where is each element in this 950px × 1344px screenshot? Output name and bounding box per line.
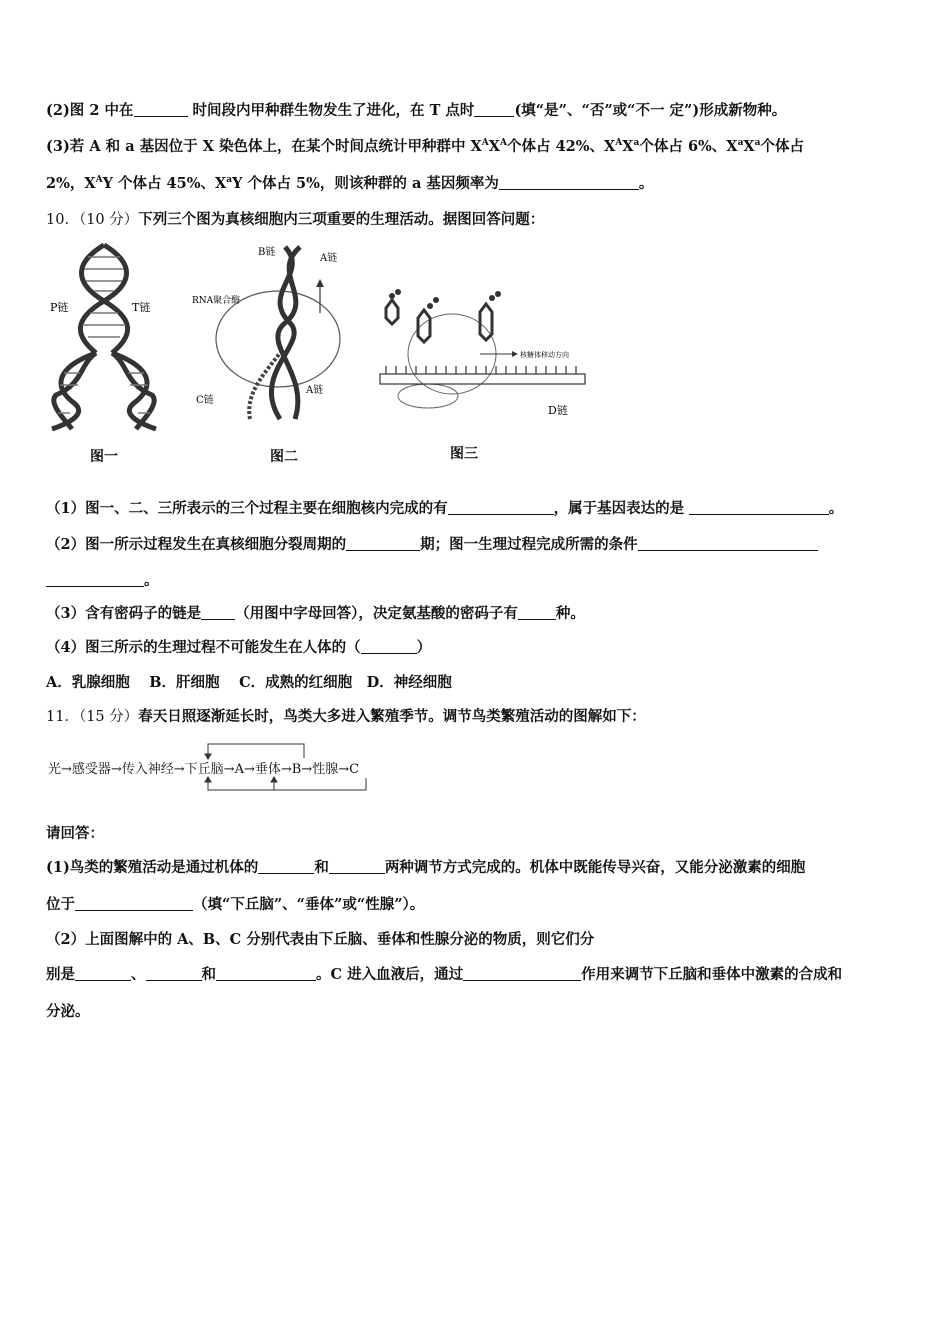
sup-A-4: A — [95, 175, 103, 185]
q10-sub2-text-c: 。 — [144, 572, 159, 589]
q10-number: 10．（10 分） — [46, 212, 139, 228]
q9-part2-text-c: (填“是”、“否”或“不一 定”)形成新物种。 — [514, 102, 787, 119]
sup-A-2: A — [500, 138, 508, 148]
q10-sub1-text-c: 。 — [828, 500, 844, 517]
q10-blank-3[interactable] — [346, 536, 420, 551]
q10-blank-7[interactable] — [518, 605, 556, 620]
q10-sub4-text-a: （4）图三所示的生理过程不可能发生在人体的（ — [46, 639, 361, 656]
sup-a-1: a — [633, 138, 640, 148]
q9-part3-line-2 — [46, 174, 653, 194]
q11-sub1-text-a: (1)鸟类的繁殖活动是通过机体的 — [46, 859, 259, 876]
q11-flow-diagram — [48, 740, 378, 796]
q11-sub1-text-d: 位于 — [46, 896, 75, 913]
q11-sub2-line-2 — [46, 965, 842, 985]
q10-sub2-line-2 — [46, 571, 159, 591]
q10-sub3-text-c: 种。 — [555, 605, 585, 622]
q11-sub1-line-2 — [46, 895, 424, 915]
q10-blank-5[interactable] — [46, 572, 144, 587]
q9-part4-text-d: 。 — [638, 175, 654, 192]
q11-sub2-text-c: 、 — [131, 966, 146, 983]
fig2-label-rna: RNA聚合酶 — [192, 296, 241, 306]
q10-blank-2[interactable] — [689, 500, 829, 515]
fig3-label-d: D链 — [548, 404, 568, 417]
q11-blank-2[interactable] — [329, 859, 385, 874]
q10-sub4-line — [46, 638, 431, 658]
q10-blank-4[interactable] — [638, 536, 818, 551]
q9-part3-text-a: (3)若 A 和 a 基因位于 X 染色体上，在某个时间点统计甲种群中 X — [46, 138, 482, 155]
q9-part4-text-a: 2%，X — [46, 175, 96, 192]
q9-part3-text-c: 个体占 6%、X — [639, 138, 738, 155]
figure-2-caption: 图二 — [270, 449, 298, 465]
q10-blank-8[interactable] — [361, 639, 417, 654]
q11-sub2-line-3 — [46, 1002, 90, 1022]
figure-3-caption: 图三 — [450, 446, 478, 462]
q11-sub1-text-e: （填“下丘脑”、“垂体”或“性腺”）。 — [193, 896, 425, 913]
q10-sub4-text-b: ） — [416, 639, 432, 656]
q11-sub2-text-b: 别是 — [46, 966, 75, 983]
fig2-label-a: A链 — [320, 253, 338, 264]
fig2-label-a2: A链 — [306, 385, 324, 396]
fig2-label-b: B链 — [258, 247, 276, 258]
q9-part4-text-c: Y 个体占 5%，则该种群的 a 基因频率为 — [232, 175, 499, 192]
q9-part3-text-b: 个体占 42%、X — [507, 138, 616, 155]
q10-stem: 下列三个图为真核细胞内三项重要的生理活动。据图回答问题： — [138, 211, 545, 228]
figure-2-transcription — [190, 243, 360, 423]
q11-sub1-text-b: 和 — [314, 859, 329, 876]
figure-1-dna-replication — [44, 243, 164, 431]
q10-sub2-text-b: 期；图一生理过程完成所需的条件 — [420, 536, 638, 553]
q11-sub2-text-f: 作用来调节下丘脑和垂体中激素的合成和 — [581, 966, 843, 983]
q9-blank-3[interactable] — [499, 175, 639, 190]
q11-blank-3[interactable] — [75, 896, 193, 911]
sup-A-3: A — [615, 138, 623, 148]
q10-sub3-text-b: （用图中字母回答），决定氨基酸的密码子有 — [235, 605, 518, 622]
q11-sub2-line — [46, 930, 594, 950]
figure-3-translation — [372, 288, 592, 424]
q9-part3-text-d: 个体占 — [760, 138, 805, 155]
q10-sub3-text-a: （3）含有密码子的链是 — [46, 605, 202, 622]
q11-sub2-text-d: 和 — [201, 966, 216, 983]
q9-part2-text-b: 时间段内甲种群生物发生了进化，在 T 点时 — [187, 102, 475, 119]
q11-flow-text: 光→感受器→传入神经→下丘脑→A→垂体→B→性腺→C — [48, 762, 360, 777]
q9-blank-1[interactable] — [134, 102, 188, 117]
sup-a-4: a — [226, 175, 233, 185]
q11-ask: 请回答： — [46, 825, 104, 842]
q10-options: A．乳腺细胞 B．肝细胞 C．成熟的红细胞 D．神经细胞 — [46, 674, 452, 691]
q9-part2-line — [46, 101, 786, 121]
q9-part4-text-b: Y 个体占 45%、X — [102, 175, 227, 192]
sup-A-1: A — [481, 138, 489, 148]
q11-stem: 春天日照逐渐延长时，鸟类大多进入繁殖季节。调节鸟类繁殖活动的图解如下： — [138, 708, 646, 725]
q11-sub2-text-a: （2）上面图解中的 A、B、C 分别代表由下丘脑、垂体和性腺分泌的物质，则它们分 — [46, 931, 595, 948]
fig1-label-t: T链 — [132, 301, 151, 314]
q9-blank-2[interactable] — [474, 102, 514, 117]
q10-sub2-line — [46, 535, 818, 555]
q10-sub1-text-b: ，属于基因表达的是 — [553, 500, 685, 517]
q9-part3-line: (3)若 A 和 a 基因位于 X 染色体上，在某个时间点统计甲种群中 $X^AX^A$个体占 42%、$X^AX^a$个体占 6%、$X^aX^a$个体占 — [46, 138, 805, 155]
q11-blank-1[interactable] — [258, 859, 314, 874]
q11-sub2-text-g: 分泌。 — [46, 1003, 90, 1020]
fig1-label-p: P链 — [50, 301, 69, 314]
q10-sub1-line — [46, 499, 843, 519]
q11-blank-4[interactable] — [75, 966, 131, 981]
q10-sub1-text-a: （1）图一、二、三所表示的三个过程主要在细胞核内完成的有 — [46, 500, 448, 517]
sup-a-3: a — [754, 138, 761, 148]
q10-blank-1[interactable] — [448, 500, 554, 515]
sup-a-2: a — [737, 138, 744, 148]
q10-blank-6[interactable] — [201, 605, 235, 620]
figure-1-caption: 图一 — [90, 449, 118, 465]
q11-blank-5[interactable] — [146, 966, 202, 981]
fig3-label-direction: 核糖体移动方向 — [520, 351, 569, 359]
q11-stem-line — [46, 707, 646, 727]
q10-sub3-line — [46, 604, 585, 624]
fig2-label-c: C链 — [196, 395, 214, 406]
q11-sub1-line — [46, 858, 805, 878]
q11-number: 11．（15 分） — [46, 709, 139, 725]
q10-stem-line — [46, 210, 544, 230]
q10-sub2-text-a: （2）图一所示过程发生在真核细胞分裂周期的 — [46, 536, 347, 553]
q11-sub1-text-c: 两种调节方式完成的。机体中既能传导兴奋，又能分泌激素的细胞 — [384, 859, 806, 876]
q11-sub2-text-e: 。C 进入血液后，通过 — [316, 966, 464, 983]
q11-blank-7[interactable] — [463, 966, 581, 981]
q11-blank-6[interactable] — [216, 966, 316, 981]
q9-part2-text: (2)图 2 中在 — [46, 102, 134, 119]
